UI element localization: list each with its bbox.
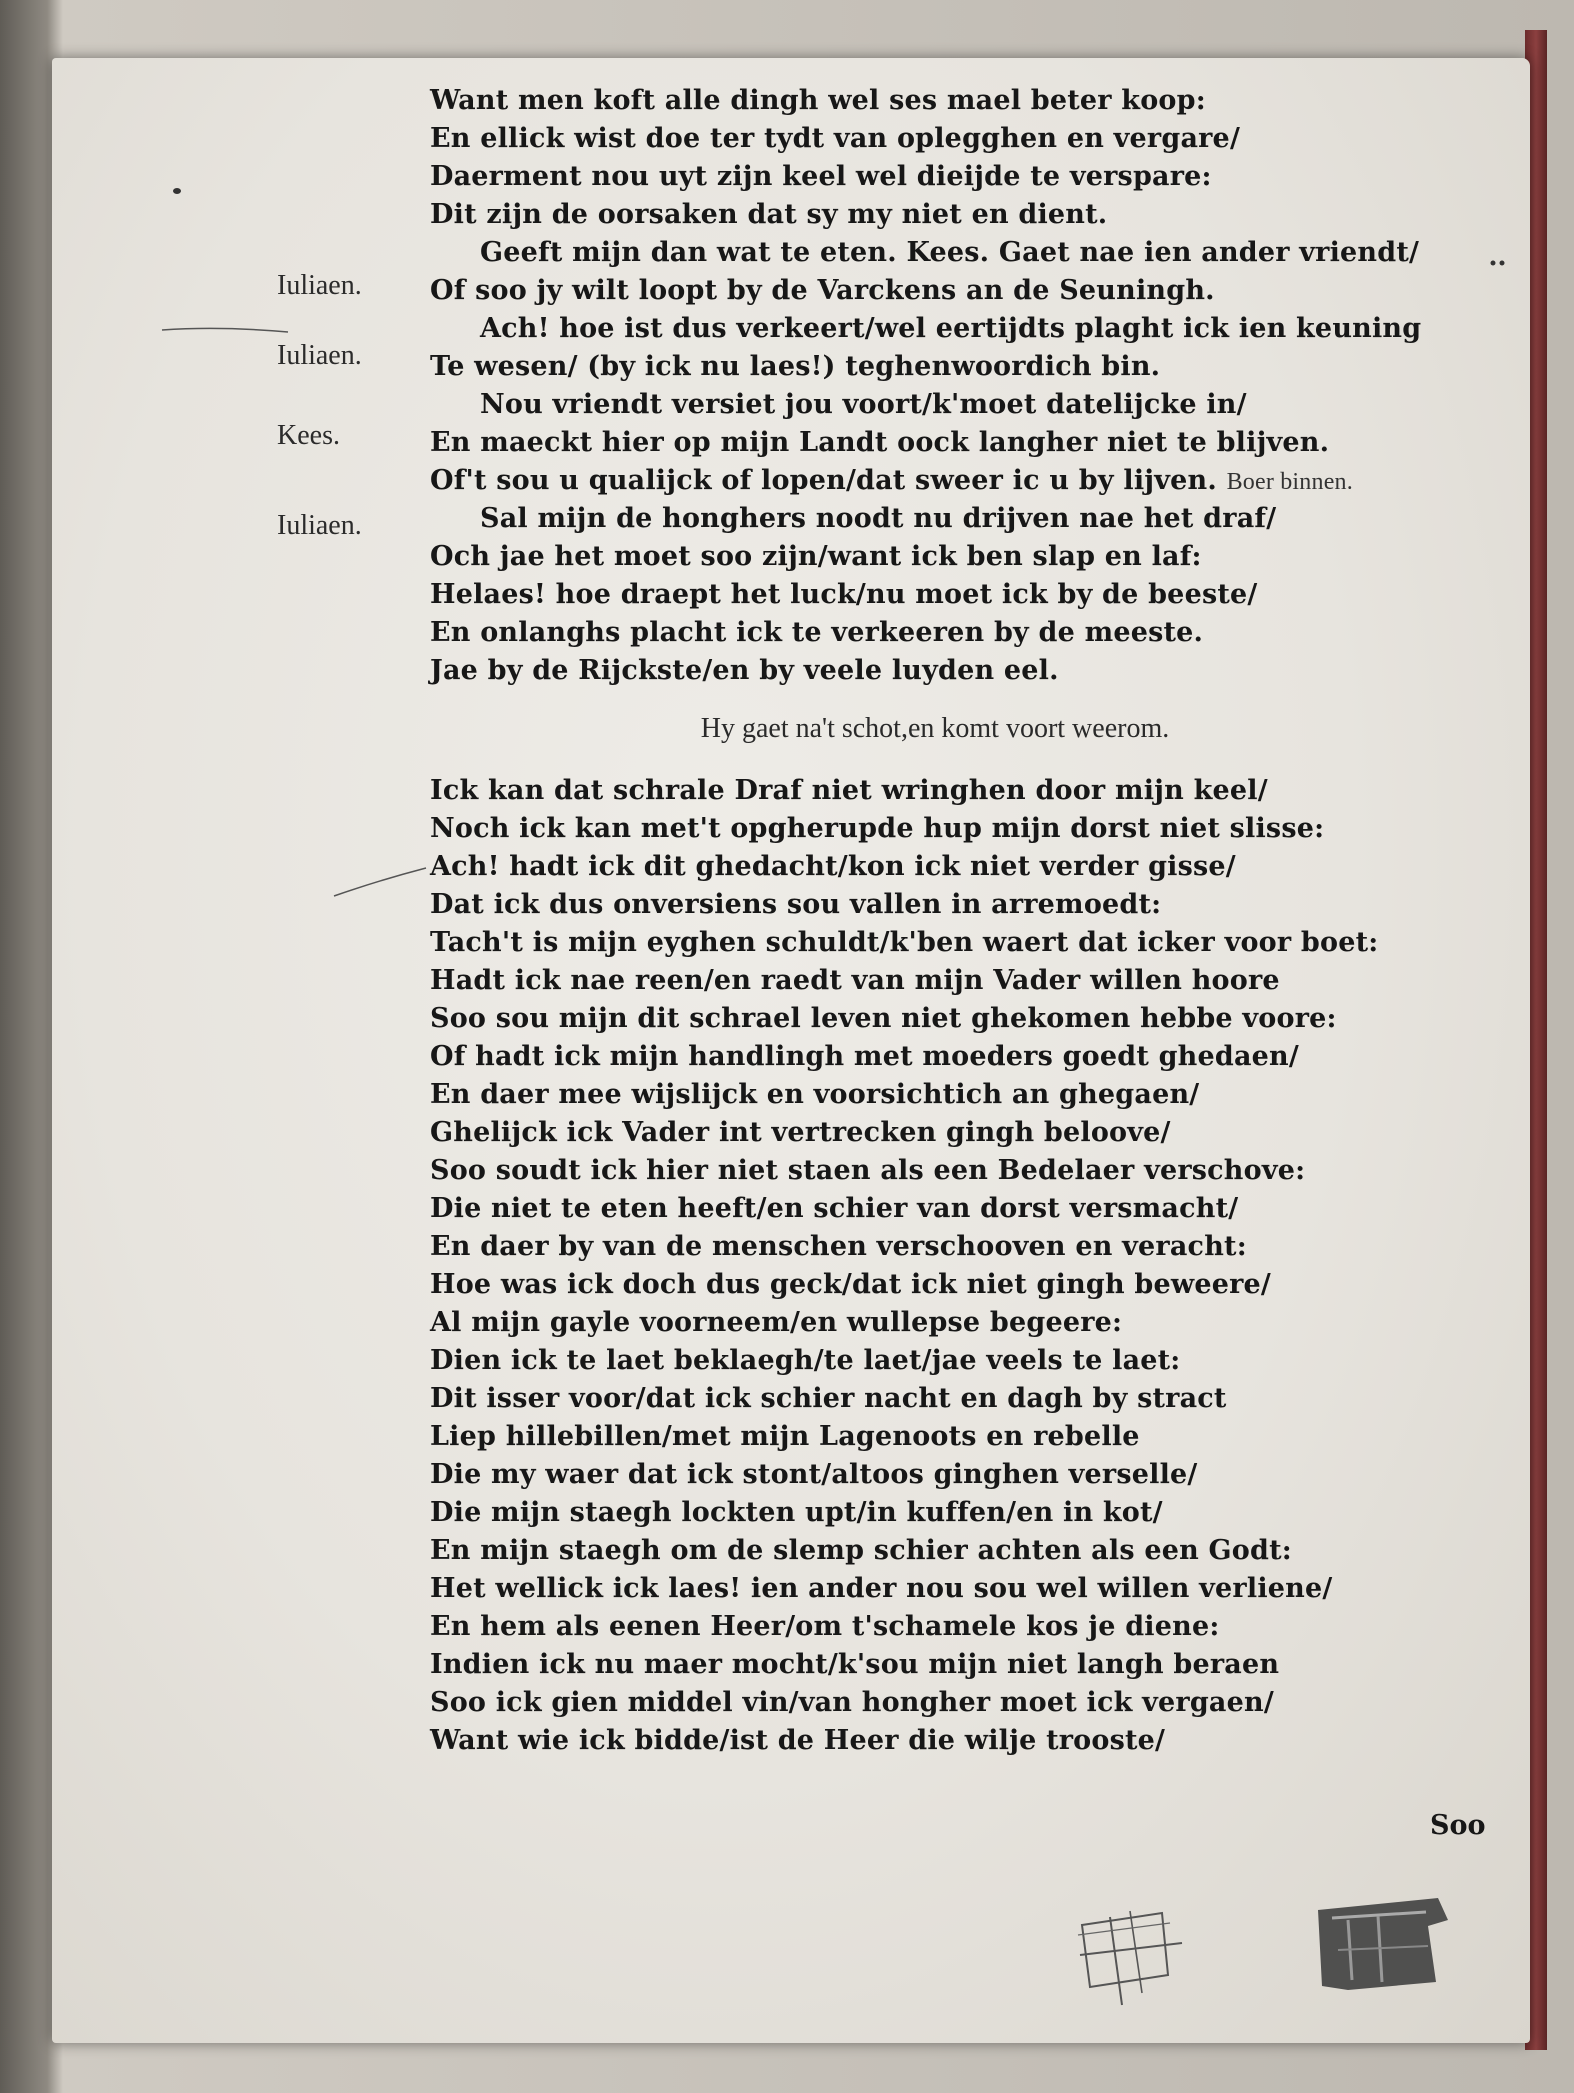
verse-line: Ick kan dat schrale Draf niet wringhen door mijn keel/ <box>430 775 1268 806</box>
margin-pencil-stroke <box>160 318 290 338</box>
verse-line: En daer by van de menschen verschooven en veracht: <box>430 1231 1247 1262</box>
verse-line: Dien ick te laet beklaegh/te laet/jae veels te laet: <box>430 1345 1181 1376</box>
verse-line: Want wie ick bidde/ist de Heer die wilje trooste/ <box>430 1725 1166 1756</box>
verse-line: Want men koft alle dingh wel ses mael beter koop: <box>430 85 1206 116</box>
verse-line: En mijn staegh om de slemp schier achten als een Godt: <box>430 1535 1292 1566</box>
inline-stage-direction: Boer binnen. <box>1226 469 1353 495</box>
verse-line: Ach! hadt ick dit ghedacht/kon ick niet verder gisse/ <box>430 851 1236 882</box>
verse-line: Die mijn staegh lockten upt/in kuffen/en in kot/ <box>430 1497 1163 1528</box>
verse-line: Ach! hoe ist dus verkeert/wel eertijdts plaght ick ien keuning <box>480 313 1422 344</box>
verse-line: Soo soudt ick hier niet staen als een Bedelaer verschove: <box>430 1155 1306 1186</box>
verse-line: Helaes! hoe draept het luck/nu moet ick by de beeste/ <box>430 579 1258 610</box>
verse-line: Te wesen/ (by ick nu laes!) teghenwoordich bin. <box>430 351 1161 382</box>
verse-line: Dit isser voor/dat ick schier nacht en dagh by stract <box>430 1383 1227 1414</box>
verse-line: Geeft mijn dan wat te eten. Kees. Gaet nae ien ander vriendt/ <box>480 237 1420 268</box>
verse-line <box>430 462 1440 500</box>
verse-line: Indien ick nu maer mocht/k'sou mijn niet langh beraen <box>430 1649 1280 1680</box>
speaker-name: Kees. <box>277 420 340 451</box>
verse-line: Ghelijck ick Vader int vertrecken gingh beloove/ <box>430 1117 1171 1148</box>
verse-line: Liep hillebillen/met mijn Lagenoots en rebelle <box>430 1421 1140 1452</box>
verse-line: Die my waer dat ick stont/altoos ginghen verselle/ <box>430 1459 1198 1490</box>
ink-scribble-mark <box>1308 1890 1458 2000</box>
margin-dot-mark <box>170 186 184 196</box>
verse-line: Noch ick kan met't opgherupde hup mijn dorst niet slisse: <box>430 813 1325 844</box>
speaker-name: Iuliaen. <box>277 510 362 541</box>
speaker-name: Iuliaen. <box>277 340 362 371</box>
verse-line: Hadt ick nae reen/en raedt van mijn Vader willen hoore <box>430 965 1280 996</box>
verse-line: En ellick wist doe ter tydt van oplegghen en vergare/ <box>430 123 1241 154</box>
verse-line: Och jae het moet soo zijn/want ick ben slap en laf: <box>430 541 1202 572</box>
verse-line: En onlanghs placht ick te verkeeren by de meeste. <box>430 617 1204 648</box>
margin-pencil-stroke-2 <box>330 862 430 902</box>
verse-line: Soo ick gien middel vin/van hongher moet ick vergaen/ <box>430 1687 1274 1718</box>
verse-line: Al mijn gayle voorneem/en wullepse begeere: <box>430 1307 1123 1338</box>
verse-line: Nou vriendt versiet jou voort/k'moet datelijcke in/ <box>480 389 1247 420</box>
verse-line: Soo sou mijn dit schrael leven niet ghekomen hebbe voore: <box>430 1003 1337 1034</box>
margin-dash-mark <box>1488 258 1508 268</box>
catchword: Soo <box>1430 1810 1486 1841</box>
verse-line: En maeckt hier op mijn Landt oock langher niet te blijven. <box>430 427 1330 458</box>
stage-direction: Hy gaet na't schot,en komt voort weerom. <box>700 713 1170 744</box>
pencil-sketch-box <box>1070 1905 1190 2015</box>
verse-line: Dit zijn de oorsaken dat sy my niet en dient. <box>430 199 1108 230</box>
verse-line: En daer mee wijslijck en voorsichtich an ghegaen/ <box>430 1079 1200 1110</box>
verse-line: Of soo jy wilt loopt by de Varckens an de Seuningh. <box>430 275 1215 306</box>
verse-text <box>430 82 1440 1760</box>
verse-line-text: Of't sou u qualijck of lopen/dat sweer ic u by lijven. <box>430 465 1217 496</box>
verse-line: Sal mijn de honghers noodt nu drijven nae het draf/ <box>480 503 1277 534</box>
verse-line: Dat ick dus onversiens sou vallen in arremoedt: <box>430 889 1162 920</box>
verse-line: Tach't is mijn eyghen schuldt/k'ben waert dat icker voor boet: <box>430 927 1379 958</box>
verse-line: Jae by de Rijckste/en by veele luyden eel. <box>430 655 1059 686</box>
speaker-name: Iuliaen. <box>277 270 362 301</box>
verse-line: Of hadt ick mijn handlingh met moeders goedt ghedaen/ <box>430 1041 1299 1072</box>
verse-line: Hoe was ick doch dus geck/dat ick niet gingh beweere/ <box>430 1269 1271 1300</box>
verse-line: Die niet te eten heeft/en schier van dorst versmacht/ <box>430 1193 1239 1224</box>
verse-line: En hem als eenen Heer/om t'schamele kos je diene: <box>430 1611 1220 1642</box>
verse-line: Het wellick ick laes! ien ander nou sou wel willen verliene/ <box>430 1573 1333 1604</box>
verse-line: Daerment nou uyt zijn keel wel dieijde te verspare: <box>430 161 1212 192</box>
